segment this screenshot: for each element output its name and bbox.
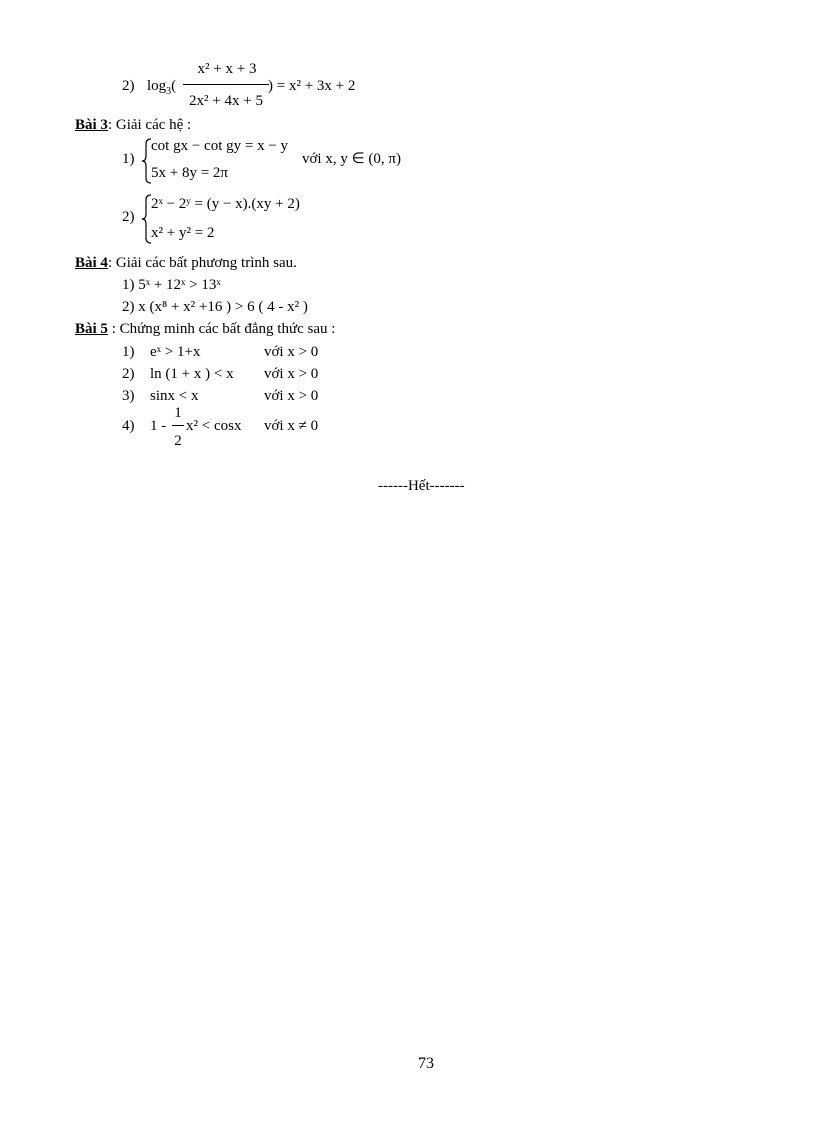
inequality-expr: ln (1 + x ) < x xyxy=(150,366,234,382)
condition: với x ≠ 0 xyxy=(264,418,319,434)
bai4-heading xyxy=(75,256,297,271)
inequality-2: 2) x (x⁸ + x² +16 ) > 6 ( 4 - x² ) xyxy=(122,299,308,315)
section-label: Bài 3 xyxy=(75,117,108,133)
section-title: : Giải các bất phương trình sau. xyxy=(107,255,297,271)
item-number: 1) xyxy=(122,151,135,167)
fraction-bar xyxy=(183,84,269,85)
log-symbol: $\log_3$( xyxy=(147,78,177,97)
system-equation-1: cot gx − cot gy = x − y xyxy=(151,138,289,154)
inequality-expr: sinx < x xyxy=(150,388,199,404)
equation-rhs: ) = x² + 3x + 2 xyxy=(268,78,356,94)
section-label: Bài 5 xyxy=(75,321,108,337)
page-number: 73 xyxy=(418,1055,434,1072)
item-number: 2) xyxy=(122,78,135,94)
fraction-denominator: 2 xyxy=(174,433,182,449)
bai5-heading xyxy=(75,322,335,337)
system-equation-1: 2ˣ − 2ʸ = (y − x).(xy + 2) xyxy=(151,196,300,212)
inequality-lead: 1 - xyxy=(150,418,167,434)
inequality-expr: eˣ > 1+x xyxy=(150,344,201,360)
system-equation-2: x² + y² = 2 xyxy=(151,225,215,241)
condition: với x > 0 xyxy=(264,366,319,382)
condition: với x, y ∈ (0, π) xyxy=(302,151,401,167)
condition: với x > 0 xyxy=(264,388,319,404)
system-equation-2: 5x + 8y = 2π xyxy=(151,165,228,181)
bai3-heading xyxy=(75,118,191,133)
end-mark: ------Hết------- xyxy=(378,478,465,494)
fraction-bar xyxy=(172,425,184,426)
item-number: 1) xyxy=(122,344,135,360)
section-label: Bài 4 xyxy=(75,255,108,271)
fraction-numerator: x² + x + 3 xyxy=(197,61,257,77)
item-number: 4) xyxy=(122,418,135,434)
item-number: 2) xyxy=(122,209,135,225)
fraction-numerator: 1 xyxy=(174,405,182,421)
inequality-1: 1) 5ˣ + 12ˣ > 13ˣ xyxy=(122,277,221,293)
item-number: 2) xyxy=(122,366,135,382)
section-title: : Giải các hệ : xyxy=(107,117,192,133)
condition: với x > 0 xyxy=(264,344,319,360)
fraction-denominator: 2x² + 4x + 5 xyxy=(189,93,263,109)
item-number: 3) xyxy=(122,388,135,404)
inequality-rest: x² < cosx xyxy=(186,418,242,434)
section-title: : Chứng minh các bất đẳng thức sau : xyxy=(107,321,336,337)
